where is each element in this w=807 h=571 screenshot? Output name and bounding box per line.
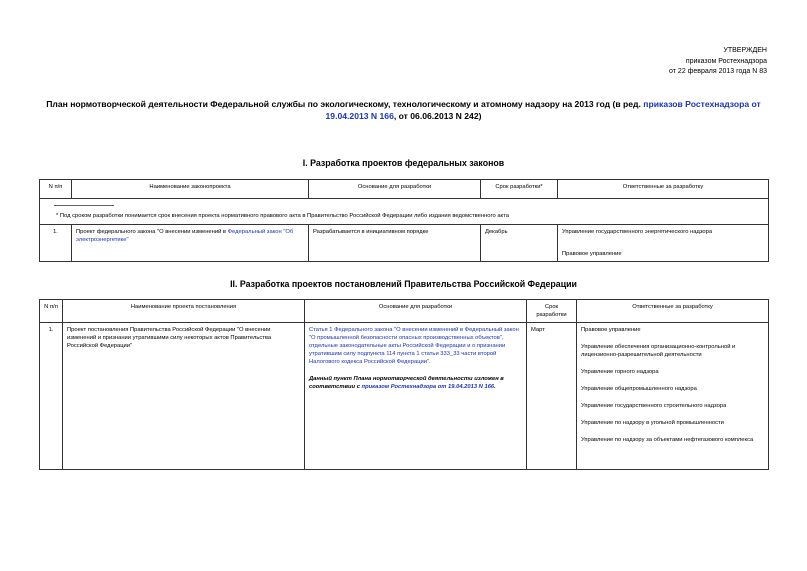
row-name: Проект постановления Правительства Российской Федерации "О внесении изменений и признании утратившими силу некоторых актов Правительства Российской Федерации" xyxy=(63,323,305,470)
row-term: Декабрь xyxy=(481,225,558,262)
responsible-item: Управление по надзору за объектами нефтегазового комплекса xyxy=(581,437,754,443)
row-num: 1. xyxy=(40,323,63,470)
header-responsible: Ответственные за разработку xyxy=(577,300,769,323)
responsible-item: Управление горного надзора xyxy=(581,369,659,375)
responsible-item: Управление общепромышленного надзора xyxy=(581,386,697,392)
responsible-item: Управление государственного строительного надзора xyxy=(581,403,727,409)
section-2-table xyxy=(39,299,769,470)
responsible-item: Управление по надзору в угольной промышленности xyxy=(581,420,724,426)
header-num: N п/п xyxy=(40,300,63,323)
basis-note: Данный пункт Плана нормотворческой деятельности изложен в соответствии с приказом Ростехнадзора от 19.04.2013 N 166. xyxy=(309,376,504,390)
section-1-title: I. Разработка проектов федеральных законов xyxy=(302,158,505,168)
law-link[interactable]: Федеральный закон "Об электроэнергетике" xyxy=(76,229,294,243)
header-basis: Основание для разработки xyxy=(309,180,481,199)
table-header-row xyxy=(40,300,769,323)
header-basis: Основание для разработки xyxy=(305,300,527,323)
header-responsible: Ответственные за разработку xyxy=(558,180,769,199)
row-responsible: Управление государственного энергетического надзора Правовое управление xyxy=(558,225,769,262)
header-term: Срок разработки xyxy=(527,300,577,323)
approval-stamp xyxy=(669,46,767,78)
title-text-2: , от 06.06.2013 N 242) xyxy=(393,111,482,121)
basis-law-link[interactable]: Статья 1 Федерального закона "О внесении изменений в Федеральный закон "О промышленной безопасности опасных производственных объектов", отдельные законодательные акты Российской Федерации и о признании утратившим силу подпункта 114 пункта 1 статьи 333_33 части второй Налогового кодекса Российской Федерации". xyxy=(309,327,519,365)
title-text-1: План нормотворческой деятельности Федеральной службы по экологическому, технологическому и атомному надзору на 2013 год (в ред. xyxy=(46,99,644,109)
approval-line-3: от 22 февраля 2013 года N 83 xyxy=(669,68,767,75)
footnote-divider xyxy=(54,205,114,206)
table-header-row xyxy=(40,180,769,199)
row-basis: Разрабатывается в инициативном порядке xyxy=(309,225,481,262)
row-responsible xyxy=(577,323,769,470)
header-term: Срок разработки* xyxy=(481,180,558,199)
approval-line-2: приказом Ростехнадзора xyxy=(685,57,767,65)
order-link[interactable]: приказом Ростехнадзора от 19.04.2013 N 166 xyxy=(361,384,495,390)
header-name: Наименование проекта постановления xyxy=(63,300,305,323)
document-title xyxy=(30,98,777,122)
approval-line-1: УТВЕРЖДЕН xyxy=(723,47,767,54)
row-name: Проект федерального закона "О внесении изменений в Федеральный закон "Об электроэнергетике" xyxy=(72,225,309,262)
row-term: Март xyxy=(527,323,577,470)
section-1-table xyxy=(39,179,769,262)
footnote-row xyxy=(40,199,769,225)
title-link-orders[interactable]: приказов Ростехнадзора от 19.04.2013 N 166 xyxy=(325,99,761,121)
responsible-item: Правовое управление xyxy=(581,327,641,333)
header-name: Наименование законопроекта xyxy=(72,180,309,199)
section-2-title: II. Разработка проектов постановлений Правительства Российской Федерации xyxy=(230,279,577,289)
table-row xyxy=(40,225,769,262)
responsible-item: Управление обеспечения организационно-контрольной и лицензионно-разрешительной деятельности xyxy=(581,344,736,358)
row-num: 1. xyxy=(40,225,72,262)
row-basis xyxy=(305,323,527,470)
table-row xyxy=(40,323,769,470)
footnote-text: * Под сроком разработки понимается срок внесения проекта нормативного правового акта в Правительство Российской Федерации либо издания ведомственного акта xyxy=(56,213,509,219)
header-num: N п/п xyxy=(40,180,72,199)
